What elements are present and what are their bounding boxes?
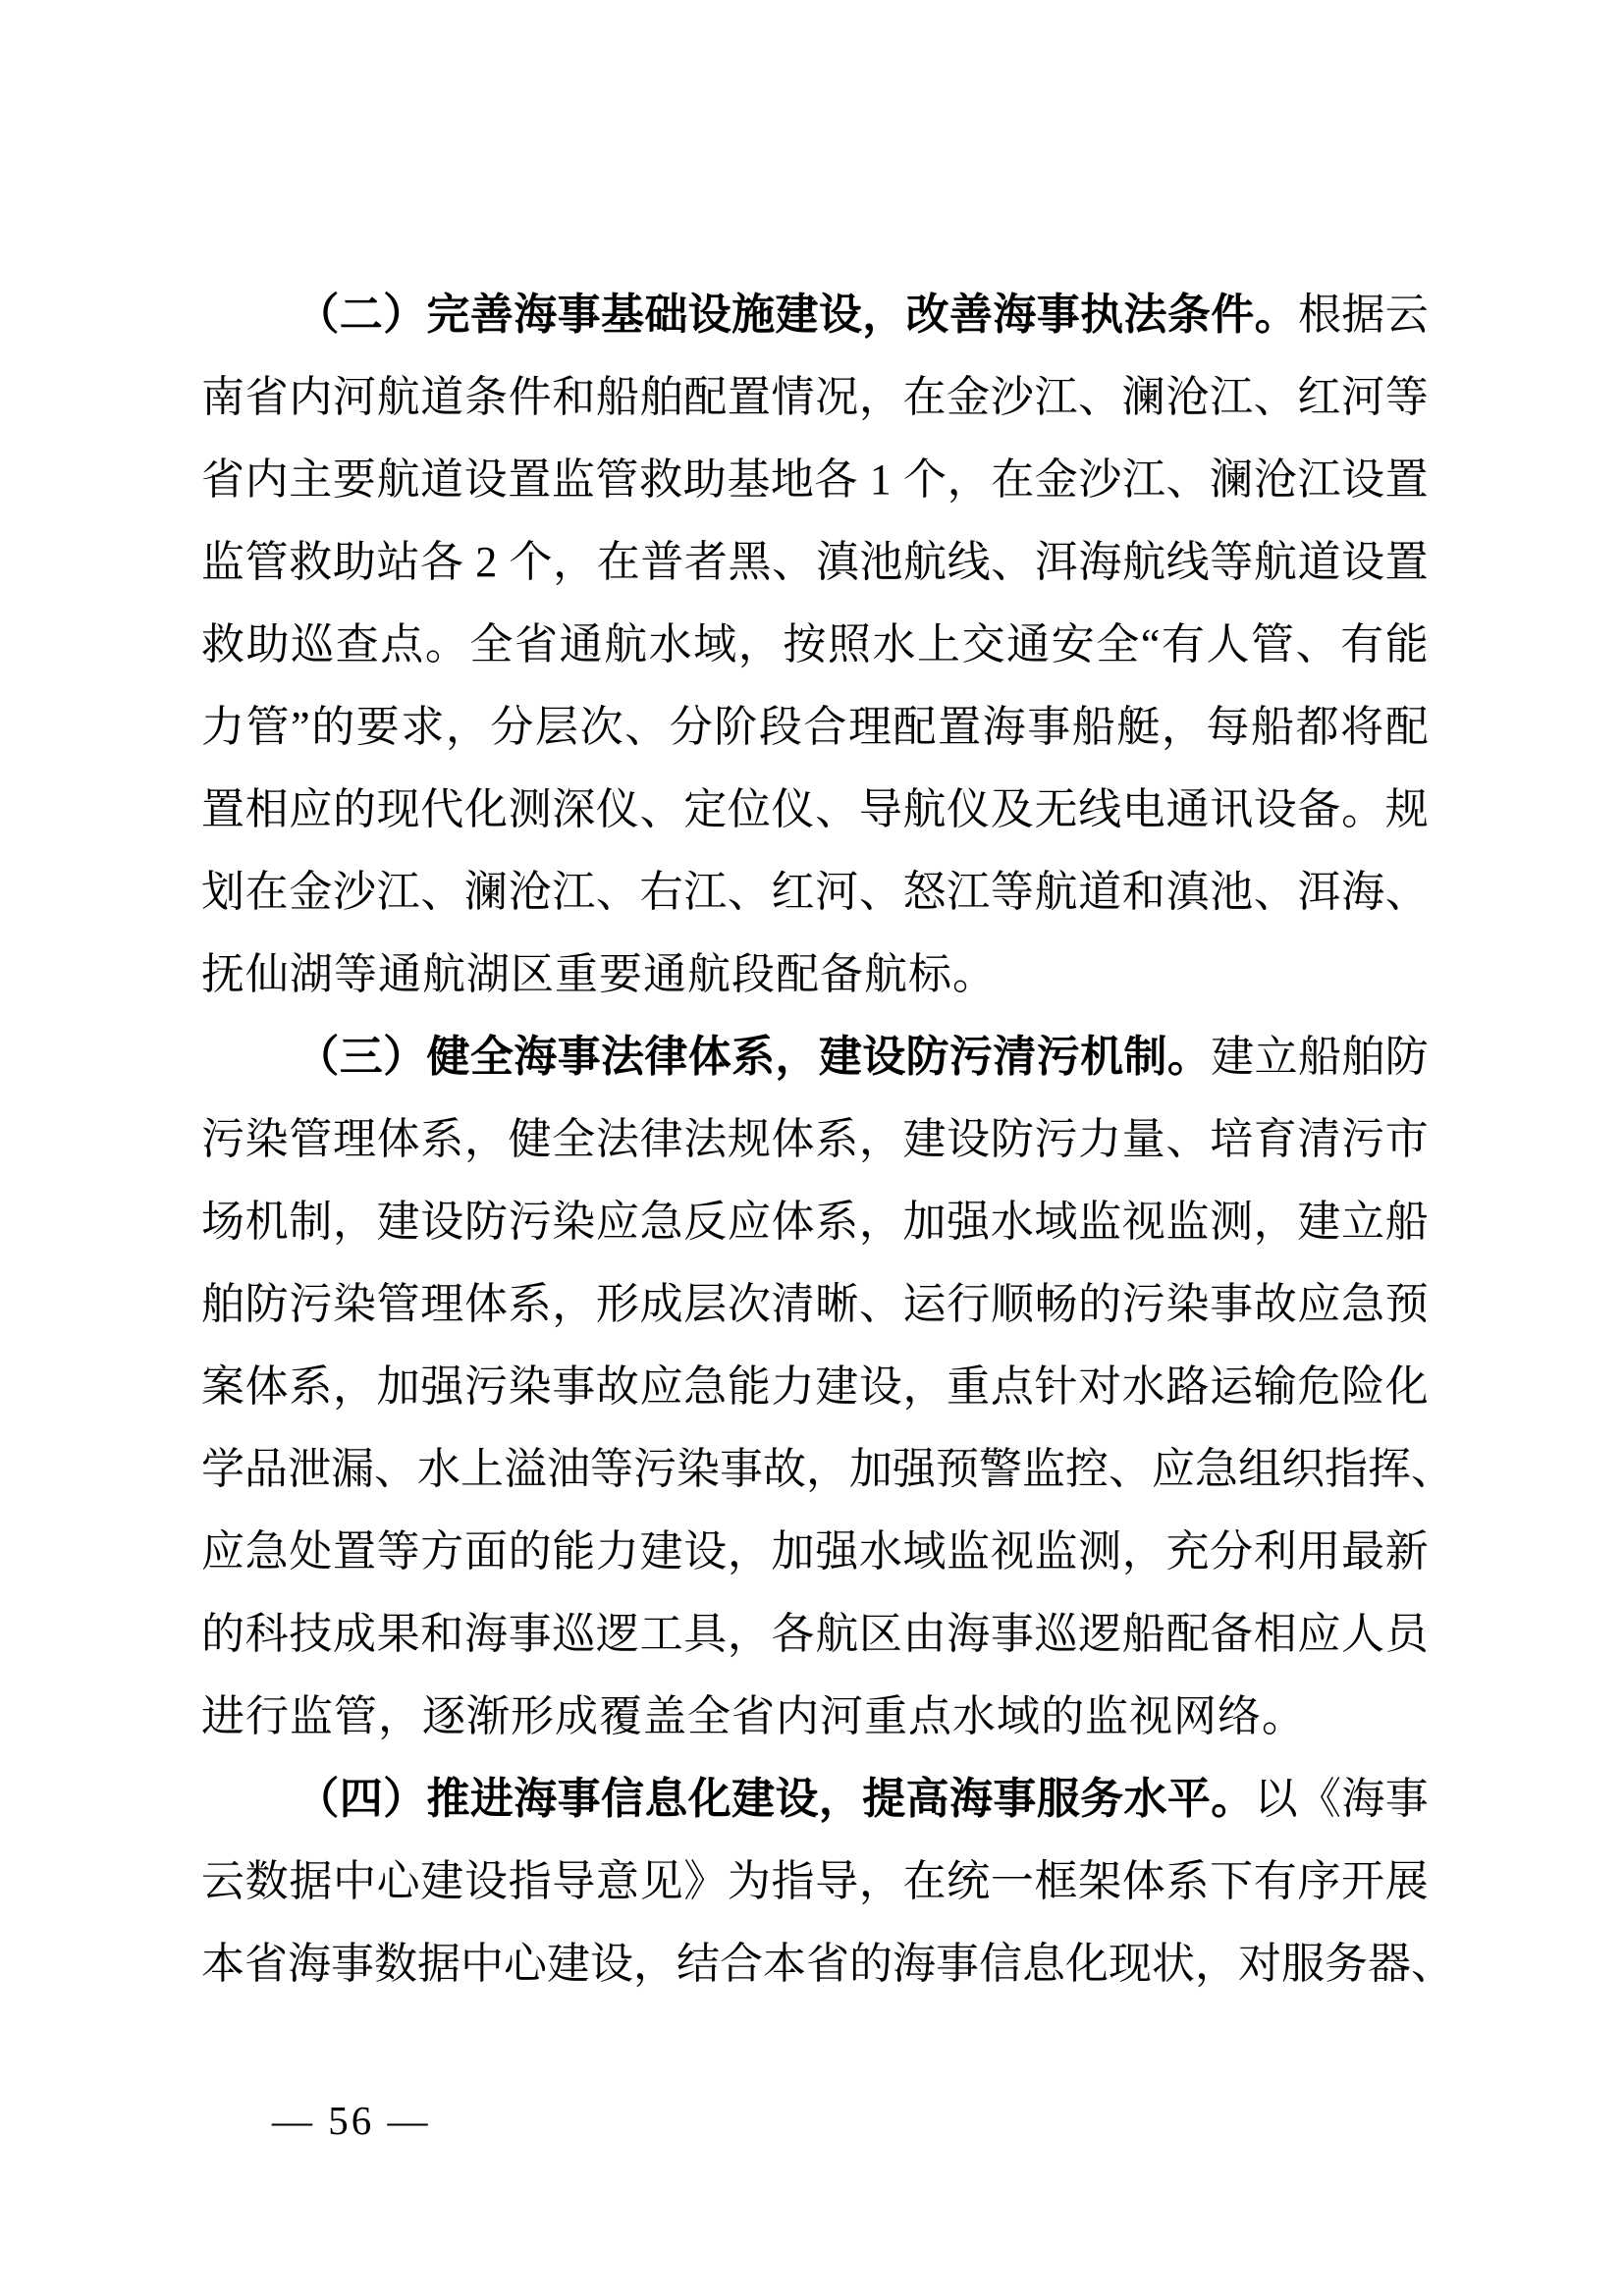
text-line: 的 科 技 成 果 和 海 事 巡 逻 工 具 ， 各 航 区 由 海 事 巡 逻 船 配 备 相 应 人 员 [201,1610,1429,1658]
text-line: 进行监管，逐渐形成覆盖全省内河重点水域的监视网络。 [201,1692,1306,1740]
text-line: 抚仙湖等通航湖区重要通航段配备航标。 [201,950,997,998]
text-line: 力 管 ” 的 要 求 ， 分 层 次 、 分 阶 段 合 理 配 置 海 事 船 艇 ， 每 船 都 将 配 [201,703,1429,751]
text-line: （ 三 ） 健 全 海 事 法 律 体 系 ， 建 设 防 污 清 污 机 制 。 建 立 船 舶 防 [296,1033,1429,1081]
text-line: 学 品 泄 漏 、 水 上 溢 油 等 污 染 事 故 ， 加 强 预 警 监 控 、 应 急 组 织 指 挥 、 [201,1445,1454,1493]
text-line: 南 省 内 河 航 道 条 件 和 船 舶 配 置 情 况 ， 在 金 沙 江 、 澜 沧 江 、 红 河 等 [201,373,1429,421]
text-line: 污 染 管 理 体 系 ， 健 全 法 律 法 规 体 系 ， 建 设 防 污 力 量 、 培 育 清 污 市 [201,1115,1429,1163]
text-line: 置 相 应 的 现 代 化 测 深 仪 、 定 位 仪 、 导 航 仪 及 无 线 电 通 讯 设 备 。 规 [201,785,1429,833]
text-line: （ 四 ） 推 进 海 事 信 息 化 建 设 ， 提 高 海 事 服 务 水 平 。 以 《 海 事 [296,1775,1429,1823]
text-line: 应 急 处 置 等 方 面 的 能 力 建 设 ， 加 强 水 域 监 视 监 测 ， 充 分 利 用 最 新 [201,1527,1429,1575]
page-number: — 56 — [272,2098,431,2143]
text-line: （ 二 ） 完 善 海 事 基 础 设 施 建 设 ， 改 善 海 事 执 法 条 件 。 根 据 云 [296,291,1429,339]
paragraph-section-3 [201,1016,1454,1758]
text-block [201,274,1454,2005]
text-line: 案 体 系 ， 加 强 污 染 事 故 应 急 能 力 建 设 ， 重 点 针 对 水 路 运 输 危 险 化 [201,1362,1429,1411]
text-line: 云 数 据 中 心 建 设 指 导 意 见 》 为 指 导 ， 在 统 一 框 架 体 系 下 有 序 开 展 [201,1857,1429,1905]
text-line: 舶 防 污 染 管 理 体 系 ， 形 成 层 次 清 晰 、 运 行 顺 畅 的 污 染 事 故 应 急 预 [201,1280,1429,1328]
text-line: 场 机 制 ， 建 设 防 污 染 应 急 反 应 体 系 ， 加 强 水 域 监 视 监 测 ， 建 立 船 [201,1198,1429,1246]
paragraph-section-2 [201,274,1429,1016]
text-line: 划 在 金 沙 江 、 澜 沧 江 、 右 江 、 红 河 、 怒 江 等 航 道 和 滇 池 、 洱 海 、 [201,868,1429,916]
text-line: 监 管 救 助 站 各 2 个 ， 在 普 者 黑 、 滇 池 航 线 、 洱 海 航 线 等 航 道 设 置 [201,538,1429,586]
text-line: 救 助 巡 查 点 。 全 省 通 航 水 域 ， 按 照 水 上 交 通 安 全 “ 有 人 管 、 有 能 [201,620,1429,668]
paragraph-section-4 [201,1758,1454,2005]
text-line: 本 省 海 事 数 据 中 心 建 设 ， 结 合 本 省 的 海 事 信 息 化 现 状 ， 对 服 务 器 、 [201,1940,1454,1988]
text-line: 省 内 主 要 航 道 设 置 监 管 救 助 基 地 各 1 个 ， 在 金 沙 江 、 澜 沧 江 设 置 [201,455,1429,504]
